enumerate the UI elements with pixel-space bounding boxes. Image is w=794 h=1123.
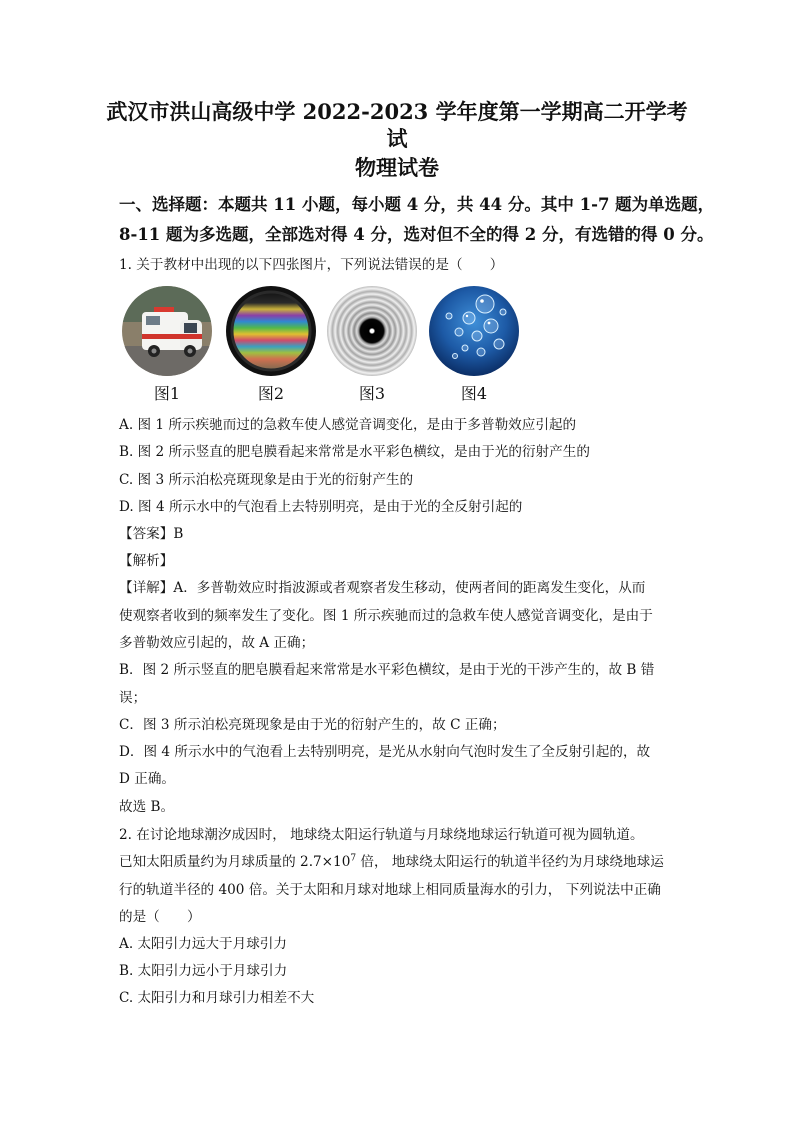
question-1-option-a: A. 图 1 所示疾驰而过的急救车使人感觉音调变化，是由于多普勒效应引起的 <box>119 417 577 433</box>
question-1-option-b: B. 图 2 所示竖直的肥皂膜看起来常常是水平彩色横纹，是由于光的衍射产生的 <box>119 444 590 460</box>
question-2-option-c: C. 太阳引力和月球引力相差不大 <box>119 990 315 1006</box>
section-heading-line2: 8-11 题为多选题，全部选对得 4 分，选对但不全的得 2 分，有选错的得 0 分。 <box>119 225 714 244</box>
question-2-option-a: A. 太阳引力远大于月球引力 <box>119 936 287 952</box>
question-1-detail-line: B．图 2 所示竖直的肥皂膜看起来常常是水平彩色横纹，是由于光的干涉产生的，故 B 错 <box>119 662 655 678</box>
question-2-stem-line2-pre: 已知太阳质量约为月球质量的 2.7×10 <box>119 854 351 870</box>
question-2-stem-line2 <box>119 852 679 872</box>
question-1-detail-line: 【详解】A．多普勒效应时指波源或者观察者发生移动，使两者间的距离发生变化，从而 <box>119 580 646 596</box>
exam-title-line2: 试 <box>386 126 408 151</box>
question-1-detail-line: D．图 4 所示水中的气泡看上去特别明亮，是光从水射向气泡时发生了全反射引起的，故 <box>119 744 651 760</box>
question-1-detail-line: D 正确。 <box>119 771 176 787</box>
question-1-detail-line: C．图 3 所示泊松亮斑现象是由于光的衍射产生的，故 C 正确； <box>119 717 506 733</box>
question-1-detail-line: 使观察者收到的频率发生了变化。图 1 所示疾驰而过的急救车使人感觉音调变化，是由于 <box>119 608 653 624</box>
figure-1-caption: 图1 <box>153 384 181 403</box>
question-2-stem-line2-post: 倍， 地球绕太阳运行的轨道半径约为月球绕地球运 <box>356 854 664 870</box>
question-1-figures <box>119 286 539 403</box>
ambulance-photo-icon <box>122 286 212 376</box>
figure-3-caption: 图3 <box>358 384 386 403</box>
figure-2-caption: 图2 <box>257 384 285 403</box>
question-2-exponent: 7 <box>350 853 357 864</box>
question-2-stem-line3: 行的轨道半径的 400 倍。关于太阳和月球对地球上相同质量海水的引力， 下列说法中正确 <box>119 882 661 898</box>
figure-2 <box>226 286 318 403</box>
question-1-option-d: D. 图 4 所示水中的气泡看上去特别明亮，是由于光的全反射引起的 <box>119 499 523 515</box>
question-2-stem-line1: 2. 在讨论地球潮汐成因时， 地球绕太阳运行轨道与月球绕地球运行轨道可视为圆轨道。 <box>119 827 644 843</box>
figure-4 <box>429 286 521 403</box>
exam-subtitle: 物理试卷 <box>355 155 439 180</box>
water-bubbles-photo-icon <box>429 286 519 376</box>
question-1-analysis-label: 【解析】 <box>119 553 174 569</box>
figure-4-caption: 图4 <box>460 384 488 403</box>
question-1-option-c: C. 图 3 所示泊松亮斑现象是由于光的衍射产生的 <box>119 472 414 488</box>
poisson-spot-photo-icon <box>327 286 417 376</box>
section-heading-line1: 一、选择题：本题共 11 小题，每小题 4 分，共 44 分。其中 1-7 题为单选题， <box>119 195 715 214</box>
question-1-conclusion: 故选 B。 <box>119 799 175 815</box>
question-2-option-b: B. 太阳引力远小于月球引力 <box>119 963 288 979</box>
question-1-answer: 【答案】B <box>119 526 184 542</box>
exam-title-line1: 武汉市洪山高级中学 2022-2023 学年度第一学期高二开学考 <box>106 99 688 124</box>
figure-1 <box>122 286 214 403</box>
soap-film-photo-icon <box>226 286 316 376</box>
question-1-stem: 1. 关于教材中出现的以下四张图片，下列说法错误的是（ ） <box>119 257 504 273</box>
question-2-stem-line4: 的是（ ） <box>119 909 201 925</box>
figure-3 <box>327 286 419 403</box>
question-1-detail-line: 误； <box>119 690 147 706</box>
question-1-detail-line: 多普勒效应引起的，故 A 正确； <box>119 635 315 651</box>
